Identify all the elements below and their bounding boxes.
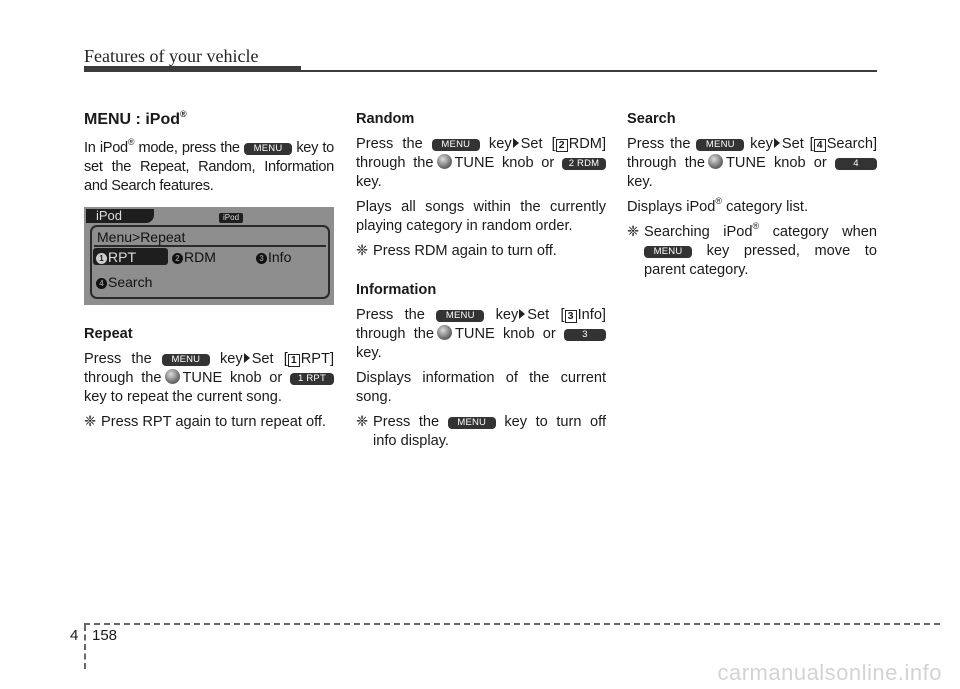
- information-description: Displays information of the current song.: [356, 370, 606, 405]
- ipod-menu-screen-image: [84, 207, 334, 305]
- search-heading: Search: [627, 111, 676, 127]
- menu-key-icon: MENU: [244, 143, 292, 155]
- screen-ipod-badge: iPod: [219, 213, 243, 223]
- tune-knob-icon: [165, 369, 180, 384]
- search-description: Displays iPod® category list.: [627, 196, 809, 215]
- information-note: ❈ Press the MENU key to turn off info display.: [356, 414, 606, 449]
- number-badge-icon: 1: [288, 354, 300, 367]
- number-badge-icon: 2: [556, 139, 568, 152]
- arrow-right-icon: [513, 138, 519, 148]
- page-header-title: Features of your vehicle: [84, 46, 259, 66]
- header-bar: [84, 66, 301, 72]
- tune-knob-icon: [708, 154, 723, 169]
- information-section: [356, 281, 606, 451]
- footer-rule: [84, 623, 940, 625]
- search-note: ❈ Searching iPod® category when MENU key pressed, move to parent category.: [627, 221, 877, 278]
- column-right: [627, 110, 877, 280]
- information-heading: Information: [356, 282, 437, 298]
- screen-item-rdm: 2 RDM: [172, 249, 216, 265]
- screen-item-search: 4 Search: [96, 274, 152, 290]
- tune-knob-icon: [437, 154, 452, 169]
- menu-key-icon: MENU: [162, 354, 210, 366]
- random-instructions: Press the MENU key Set [ 2 RDM] through the TUNE knob or 2 RDM key.: [356, 136, 606, 190]
- search-key-icon: 4: [835, 158, 877, 170]
- tune-knob-icon: [437, 325, 452, 340]
- arrow-right-icon: [244, 353, 250, 363]
- watermark-text: carmanualsonline.info: [717, 660, 942, 685]
- screen-separator: [94, 245, 326, 247]
- header-rule: [301, 70, 877, 72]
- footer-divider: [84, 625, 86, 669]
- information-instructions: Press the MENU key Set [ 3 Info] through the TUNE knob or 3 key.: [356, 307, 606, 361]
- page-number: 158: [92, 627, 118, 644]
- menu-key-icon: MENU: [696, 139, 744, 151]
- screen-item-rpt: 1 RPT: [96, 249, 136, 265]
- number-badge-icon: 4: [814, 139, 826, 152]
- random-note: ❈ Press RDM again to turn off.: [356, 243, 557, 259]
- menu-key-icon: MENU: [436, 310, 484, 322]
- menu-key-icon: MENU: [448, 417, 496, 429]
- column-left: [84, 110, 334, 432]
- arrow-right-icon: [774, 138, 780, 148]
- menu-key-icon: MENU: [644, 246, 692, 258]
- menu-ipod-heading: MENU : iPod®: [84, 108, 187, 128]
- rpt-key-icon: 1 RPT: [290, 373, 334, 385]
- repeat-section: [84, 325, 334, 432]
- column-middle: [356, 110, 606, 451]
- info-key-icon: 3: [564, 329, 606, 341]
- repeat-heading: Repeat: [84, 326, 133, 342]
- number-badge-icon: 3: [565, 310, 577, 323]
- screen-item-info: 3 Info: [256, 249, 291, 265]
- repeat-instructions: Press the MENU key Set [ 1 RPT] through the TUNE knob or 1 RPT key to repeat the current song.: [84, 351, 335, 405]
- menu-key-icon: MENU: [432, 139, 480, 151]
- screen-tab: iPod: [86, 209, 154, 223]
- repeat-note: ❈ Press RPT again to turn repeat off.: [84, 414, 326, 430]
- rdm-key-icon: 2 RDM: [562, 158, 606, 170]
- random-heading: Random: [356, 111, 415, 127]
- screen-breadcrumb: Menu>Repeat: [97, 229, 186, 245]
- arrow-right-icon: [519, 309, 525, 319]
- search-instructions: Press the MENU key Set [ 4 Search] through the TUNE knob or 4 key.: [627, 136, 877, 190]
- random-description: Plays all songs within the currently playing category in random order.: [356, 199, 606, 234]
- menu-ipod-intro: In iPod® mode, press the MENU key to set the Repeat, Random, Information and Search features.: [84, 137, 334, 194]
- chapter-number: 4: [70, 627, 79, 644]
